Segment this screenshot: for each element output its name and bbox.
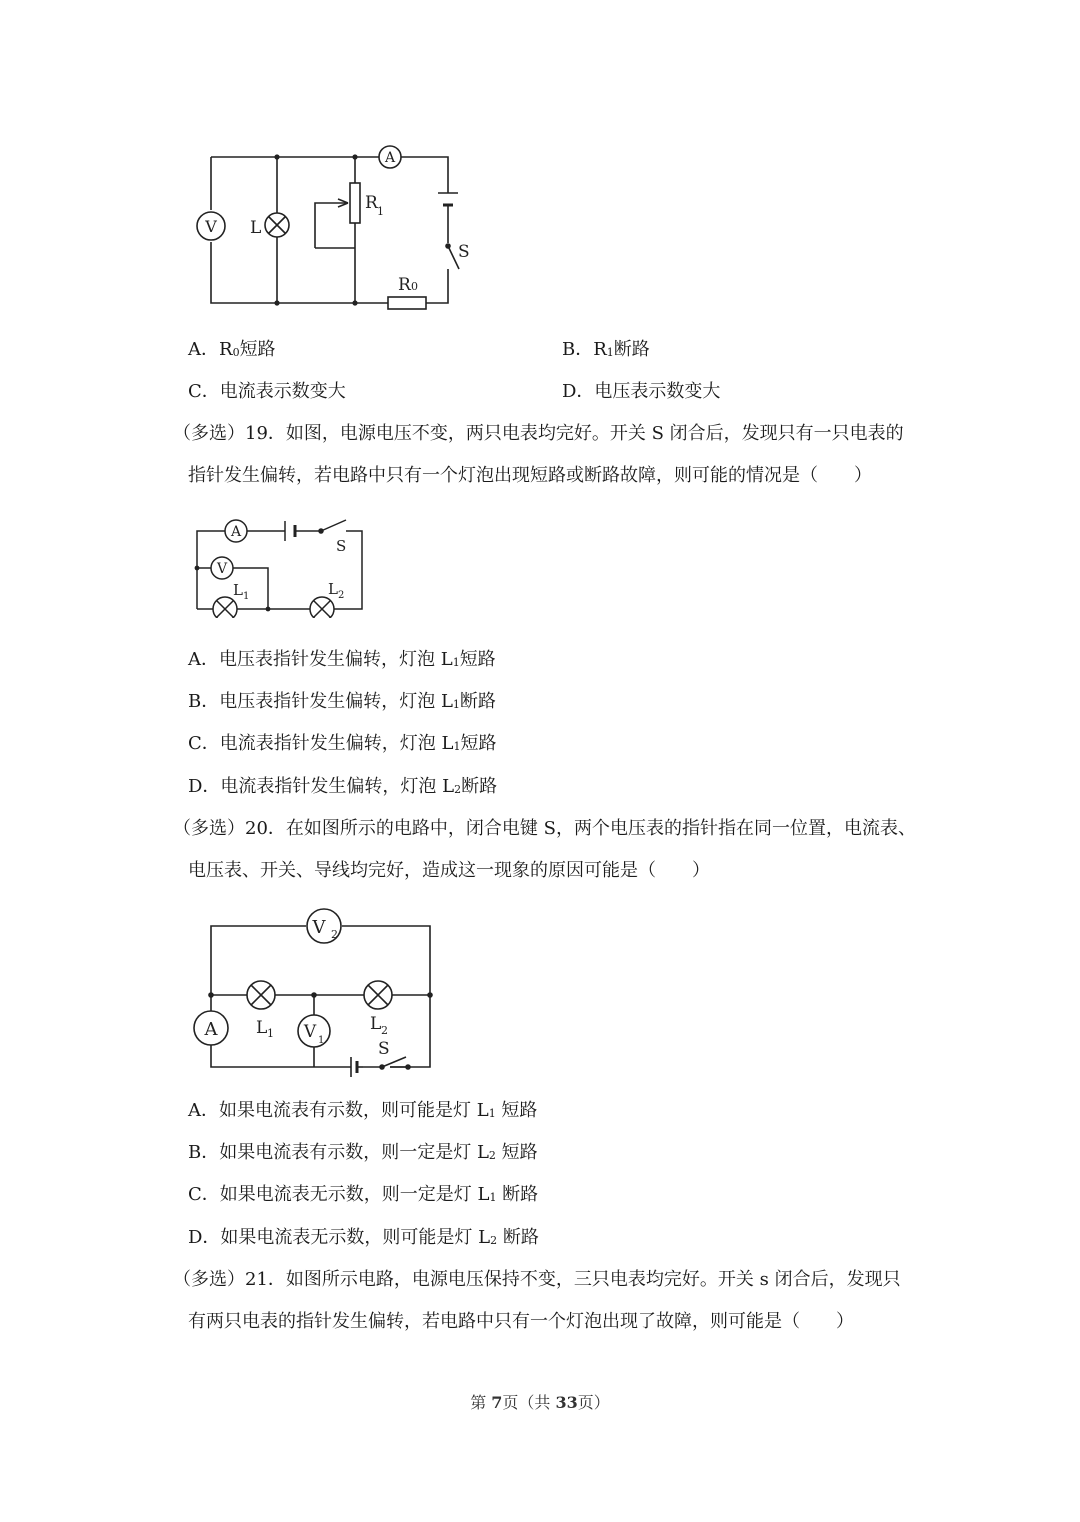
svg-text:1: 1 [243,591,250,602]
q19-option-d: D．电流表指针发生偏转，灯泡 $L_2$断路 [188,776,498,797]
page-footer: 第 7页（共 33页） [470,1393,610,1412]
q18-option-c: C．电流表示数变大 [188,381,346,402]
q20-option-b: B．如果电流表有示数，则一定是灯 $L_2$ 短路 [188,1142,538,1163]
voltmeter-v1-label: V [303,1022,317,1042]
ammeter-label: A [204,1019,218,1040]
ammeter-label: A [230,524,242,540]
lamp-l2-label: L [328,580,338,598]
voltmeter-v2-label: V [312,917,326,938]
svg-text:1: 1 [267,1027,274,1040]
voltmeter-label: V [216,561,228,577]
q20-stem-line-2: 电压表、开关、导线均完好，造成这一现象的原因可能是（ ） [188,860,710,881]
rheostat-label: R [365,193,378,213]
switch-label: S [458,242,470,262]
svg-text:2: 2 [331,928,338,941]
lamp-icon [265,213,289,237]
q19-option-c: C．电流表指针发生偏转，灯泡 $L_1$短路 [188,733,497,754]
resistor-icon [388,297,426,309]
lamp-l1-label: L [233,581,243,599]
lamp-label: L [250,218,262,238]
lamp-l2-icon [364,981,392,1009]
svg-text:1: 1 [377,205,384,218]
q20-option-d: D．如果电流表无示数，则可能是灯 $L_2$ 断路 [188,1227,539,1248]
q19-stem-line-2: 指针发生偏转，若电路中只有一个灯泡出现短路或断路故障，则可能的情况是（ ） [188,465,872,486]
resistor-label: R [398,275,411,295]
lamp-l1-icon [247,981,275,1009]
circuit-diagram-q18 [180,138,490,318]
svg-text:1: 1 [318,1035,325,1046]
q19-option-a: A．电压表指针发生偏转，灯泡 $L_1$短路 [188,649,496,670]
voltmeter-label: V [205,217,217,236]
ammeter-label: A [384,150,396,166]
q21-stem-line-1: （多选）21．如图所示电路，电源电压保持不变，三只电表均完好。开关 s 闭合后，发现只 [173,1269,901,1290]
q19-stem-line-1: （多选）19．如图，电源电压不变，两只电表均完好。开关 S 闭合后，发现只有一只电表的 [173,423,904,444]
svg-text:2: 2 [338,590,345,601]
battery-icon [351,1057,363,1077]
lamp-l2-icon [310,597,334,618]
q19-option-b: B．电压表指针发生偏转，灯泡 $L_1$断路 [188,691,496,712]
switch-icon [319,520,346,533]
svg-text:2: 2 [381,1024,388,1037]
circuit-diagram-q20 [186,904,446,1082]
switch-label: S [336,537,347,555]
q21-stem-line-2: 有两只电表的指针发生偏转，若电路中只有一个灯泡出现了故障，则可能是（ ） [188,1311,854,1332]
switch-label: S [378,1039,390,1059]
lamp-l1-label: L [256,1018,268,1038]
q18-option-b: B．$R_1$断路 [562,339,650,360]
circuit-diagram-q19 [186,508,376,618]
lamp-l2-label: L [370,1014,382,1034]
q20-option-a: A．如果电流表有示数，则可能是灯 $L_1$ 短路 [188,1100,538,1121]
svg-text:0: 0 [411,280,418,293]
q18-option-d: D．电压表示数变大 [562,381,721,402]
q18-option-a: A．$R_0$短路 [188,339,276,360]
q20-option-c: C．如果电流表无示数，则一定是灯 $L_1$ 断路 [188,1184,539,1205]
q20-stem-line-1: （多选）20．在如图所示的电路中，闭合电键 S，两个电压表的指针指在同一位置，电流表、 [173,818,916,839]
lamp-l1-icon [213,597,237,618]
battery-icon [438,193,458,205]
battery-icon [285,521,295,541]
